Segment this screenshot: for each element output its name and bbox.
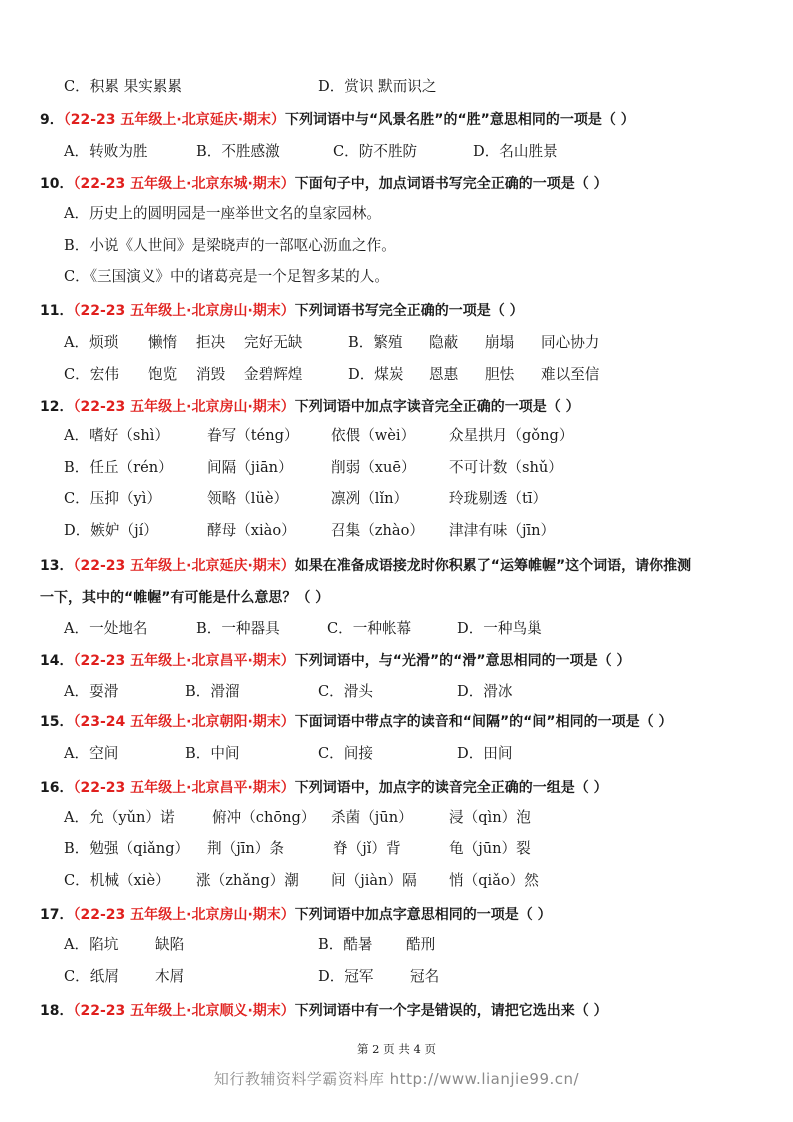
options-row bbox=[0, 837, 793, 861]
option-text: A．烦琐 bbox=[64, 334, 119, 351]
option-text: 玲珑剔透（tī） bbox=[449, 490, 548, 507]
question-number: 17． bbox=[40, 907, 74, 923]
question-number: 16． bbox=[40, 780, 74, 796]
options-row bbox=[0, 75, 793, 99]
option-text: 不可计数（shǔ） bbox=[449, 459, 563, 476]
option-text: 荆（jīn）条 bbox=[207, 840, 284, 857]
option-text: 拒决 bbox=[196, 334, 226, 351]
option-text: 悄（qiǎo）然 bbox=[449, 872, 539, 889]
question-stem: 下列词语中有一个字是错误的，请把它选出来（ ） bbox=[294, 1003, 608, 1019]
option-text: 胆怯 bbox=[485, 366, 515, 383]
option-text: 削弱（xuē） bbox=[331, 459, 416, 476]
option-text: D．赏识 默而识之 bbox=[318, 78, 437, 95]
option-text: D．一种鸟巢 bbox=[457, 620, 542, 637]
options-row bbox=[0, 933, 793, 957]
option-text: B．滑溜 bbox=[185, 683, 240, 700]
option-text: D．滑冰 bbox=[457, 683, 513, 700]
option-text: B．不胜感激 bbox=[196, 143, 280, 160]
question-heading bbox=[40, 172, 608, 196]
option-text: D．名山胜景 bbox=[473, 143, 558, 160]
options-row bbox=[0, 519, 793, 543]
option-text: 众星拱月（gǒng） bbox=[449, 427, 574, 444]
question-heading bbox=[40, 710, 672, 734]
option-text: 难以至信 bbox=[541, 366, 600, 383]
question-heading bbox=[40, 776, 608, 800]
option-text: 崩塌 bbox=[485, 334, 515, 351]
options-row bbox=[0, 806, 793, 830]
option-text: A．陷坑 bbox=[64, 936, 119, 953]
question-stem-continued: 一下，其中的“帷幄”有可能是什么意思？（ ） bbox=[40, 590, 330, 606]
option-text: 脊（jǐ）背 bbox=[333, 840, 401, 857]
option-text: 恩惠 bbox=[429, 366, 459, 383]
question-stem: 下面词语中带点字的读音和“间隔”的“间”相同的一项是（ ） bbox=[294, 714, 673, 730]
option-text: A．转败为胜 bbox=[64, 143, 148, 160]
option-text: C．积累 果实累累 bbox=[64, 78, 182, 95]
option-text: 依偎（wèi） bbox=[331, 427, 416, 444]
question-stem: 如果在准备成语接龙时你积累了“运筹帷幄”这个词语，请你推测 bbox=[294, 558, 692, 574]
option-text: C．滑头 bbox=[318, 683, 373, 700]
option-text: D．嫉妒（jí） bbox=[64, 522, 158, 539]
options-row bbox=[0, 234, 793, 258]
option-text: 涨（zhǎng）潮 bbox=[196, 872, 299, 889]
question-source: （22-23 五年级上·北京昌平·期末） bbox=[73, 653, 295, 669]
option-text: C．纸屑 bbox=[64, 968, 119, 985]
option-text: 同心协力 bbox=[541, 334, 600, 351]
question-stem: 下列词语中加点字读音完全正确的一项是（ ） bbox=[294, 399, 580, 415]
option-text: 缺陷 bbox=[155, 936, 185, 953]
option-text: B．中间 bbox=[185, 745, 240, 762]
question-source: （23-24 五年级上·北京朝阳·期末） bbox=[73, 714, 295, 730]
option-text: 金碧辉煌 bbox=[244, 366, 303, 383]
option-text: A．嗜好（shì） bbox=[64, 427, 170, 444]
question-source: （22-23 五年级上·北京东城·期末） bbox=[73, 176, 295, 192]
question-heading bbox=[40, 554, 691, 578]
question-heading bbox=[40, 299, 524, 323]
options-row bbox=[0, 487, 793, 511]
question-stem: 下列词语中加点字意思相同的一项是（ ） bbox=[294, 907, 552, 923]
question-stem: 下列词语中与“风景名胜”的“胜”意思相同的一项是（ ） bbox=[285, 112, 635, 128]
option-text: A．一处地名 bbox=[64, 620, 148, 637]
option-text: B．勉强（qiǎng） bbox=[64, 840, 190, 857]
options-row bbox=[0, 140, 793, 164]
question-heading bbox=[40, 649, 630, 673]
question-source: （22-23 五年级上·北京房山·期末） bbox=[73, 907, 295, 923]
option-text: A．空间 bbox=[64, 745, 119, 762]
question-heading bbox=[40, 395, 580, 419]
question-stem: 下面句子中，加点词语书写完全正确的一项是（ ） bbox=[294, 176, 608, 192]
options-row bbox=[0, 265, 793, 289]
question-number: 11． bbox=[40, 303, 74, 319]
options-row bbox=[0, 869, 793, 893]
option-text: C．间接 bbox=[318, 745, 373, 762]
option-text: 凛冽（lǐn） bbox=[331, 490, 409, 507]
question-source: （22-23 五年级上·北京延庆·期末） bbox=[73, 558, 295, 574]
question-source: （22-23 五年级上·北京房山·期末） bbox=[73, 303, 295, 319]
option-text: A．允（yǔn）诺 bbox=[64, 809, 175, 826]
option-text: 冠名 bbox=[410, 968, 440, 985]
option-text: 龟（jūn）裂 bbox=[449, 840, 531, 857]
option-text: B．一种器具 bbox=[196, 620, 280, 637]
option-text: 杀菌（jūn） bbox=[331, 809, 413, 826]
option-text: A．耍滑 bbox=[64, 683, 119, 700]
question-heading bbox=[40, 108, 635, 132]
question-number: 18． bbox=[40, 1003, 74, 1019]
options-row bbox=[0, 202, 793, 226]
option-text: 间（jiàn）隔 bbox=[331, 872, 417, 889]
option-text: 隐蔽 bbox=[429, 334, 459, 351]
question-number: 12． bbox=[40, 399, 74, 415]
options-row bbox=[0, 456, 793, 480]
option-text: 津津有味（jīn） bbox=[449, 522, 556, 539]
option-text: D．冠军 bbox=[318, 968, 374, 985]
option-text: C．机械（xiè） bbox=[64, 872, 170, 889]
options-row bbox=[0, 965, 793, 989]
option-text: B．任丘（rén） bbox=[64, 459, 173, 476]
option-text: 俯冲（chōng） bbox=[212, 809, 316, 826]
question-heading bbox=[40, 999, 608, 1023]
option-text: 酷刑 bbox=[406, 936, 436, 953]
option-text: C．压抑（yì） bbox=[64, 490, 162, 507]
option-text: 眷写（téng） bbox=[207, 427, 299, 444]
option-text: 消毁 bbox=[196, 366, 226, 383]
options-row bbox=[0, 617, 793, 641]
question-stem: 下列词语中，加点字的读音完全正确的一组是（ ） bbox=[294, 780, 608, 796]
question-source: （22-23 五年级上·北京延庆·期末） bbox=[63, 112, 286, 128]
option-text: D．煤炭 bbox=[348, 366, 404, 383]
option-text: A．历史上的圆明园是一座举世文名的皇家园林。 bbox=[64, 205, 382, 222]
option-text: C．防不胜防 bbox=[333, 143, 418, 160]
option-text: 间隔（jiān） bbox=[207, 459, 293, 476]
option-text: 召集（zhào） bbox=[331, 522, 424, 539]
options-row bbox=[0, 742, 793, 766]
watermark-brand: 知行教辅资料学霸资料库 http://www.lianjie99.cn/ bbox=[213, 1070, 580, 1088]
options-row bbox=[0, 680, 793, 704]
option-text: 木屑 bbox=[155, 968, 185, 985]
option-text: 完好无缺 bbox=[244, 334, 303, 351]
question-heading bbox=[40, 903, 552, 927]
options-row bbox=[0, 424, 793, 448]
option-text: C．宏伟 bbox=[64, 366, 119, 383]
question-stem: 下列词语中，与“光滑”的“滑”意思相同的一项是（ ） bbox=[294, 653, 631, 669]
option-text: C．一种帐幕 bbox=[327, 620, 412, 637]
option-text: B．繁殖 bbox=[348, 334, 403, 351]
question-source: （22-23 五年级上·北京房山·期末） bbox=[73, 399, 295, 415]
option-text: B．酷暑 bbox=[318, 936, 373, 953]
option-text: 饱览 bbox=[148, 366, 178, 383]
option-text: D．田间 bbox=[457, 745, 513, 762]
question-number: 10． bbox=[40, 176, 74, 192]
question-source: （22-23 五年级上·北京昌平·期末） bbox=[73, 780, 295, 796]
question-stem: 下列词语书写完全正确的一项是（ ） bbox=[294, 303, 524, 319]
page-footer: 第 2 页 共 4 页 bbox=[357, 1042, 436, 1056]
option-text: C．《三国演义》中的诸葛亮是一个足智多某的人。 bbox=[64, 268, 389, 285]
question-source: （22-23 五年级上·北京顺义·期末） bbox=[73, 1003, 295, 1019]
question-number: 13． bbox=[40, 558, 74, 574]
options-row bbox=[0, 363, 793, 387]
options-row bbox=[0, 331, 793, 355]
question-number: 15． bbox=[40, 714, 74, 730]
option-text: 酵母（xiào） bbox=[207, 522, 296, 539]
option-text: 浸（qìn）泡 bbox=[449, 809, 531, 826]
option-text: B．小说《人世间》是梁晓声的一部呕心沥血之作。 bbox=[64, 237, 396, 254]
question-number: 14． bbox=[40, 653, 74, 669]
option-text: 领略（lüè） bbox=[207, 490, 289, 507]
option-text: 懒惰 bbox=[148, 334, 178, 351]
question-number: 9． bbox=[40, 112, 64, 128]
